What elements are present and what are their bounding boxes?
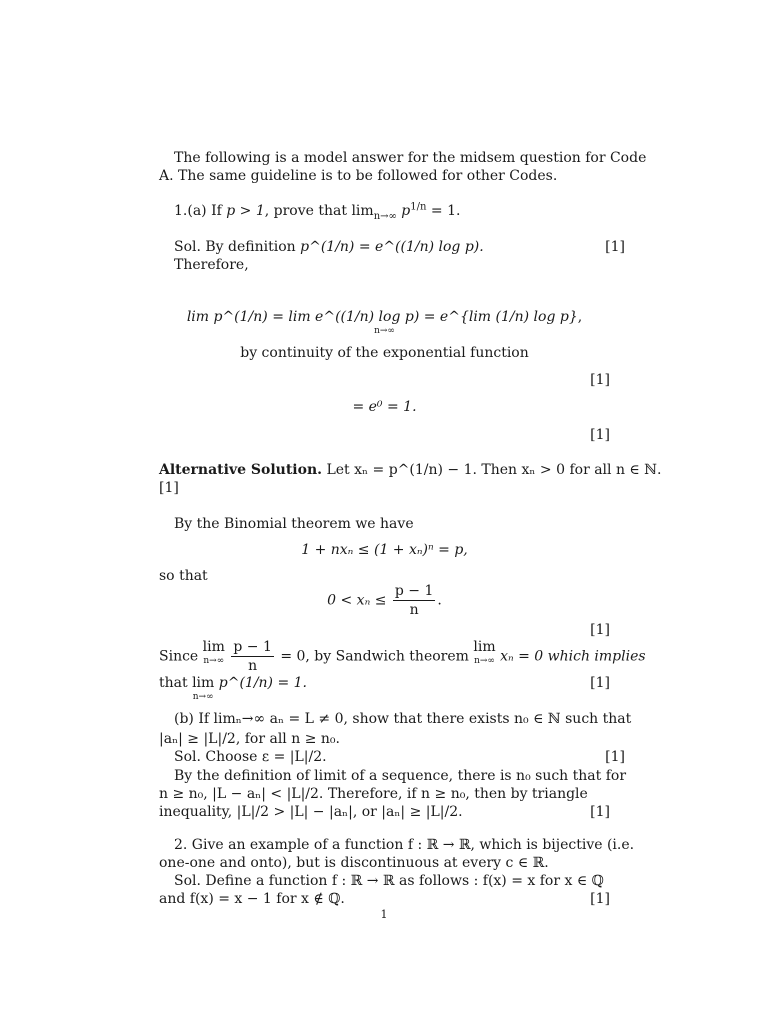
mark: [1] bbox=[590, 675, 610, 691]
mark: [1] bbox=[605, 749, 625, 765]
mark: [1] bbox=[605, 239, 625, 255]
question-2-line-4: and f(x) = x − 1 for x ∉ ℚ. [1] bbox=[159, 891, 610, 907]
limit: lim n→∞ bbox=[202, 639, 225, 666]
question-2-line-2: one-one and onto), but is discontinuous at every c ∈ ℝ. bbox=[159, 855, 549, 871]
continuity-note: by continuity of the exponential function bbox=[240, 345, 529, 361]
display-equation-2: = e⁰ = 1. bbox=[352, 399, 417, 415]
limit: lim n→∞ bbox=[473, 639, 496, 666]
display-equation-1: lim p^(1/n) = lim e^((1/n) log p) = e^{lim (1/n) log p}, bbox=[186, 309, 583, 325]
sandwich-line-1: Since lim n→∞ $\frac{p - 1}{n}$ = 0, by Sandwich theorem lim n→∞ xₙ = 0 which implies bbox=[159, 639, 646, 674]
fraction: $\frac{p - 1}{n}$ bbox=[233, 639, 272, 674]
intro-line-1: The following is a model answer for the midsem question for Code bbox=[174, 150, 647, 166]
question-1b-line-1: (b) If limₙ→∞ aₙ = L ≠ 0, show that there exists n₀ ∈ ℕ such that bbox=[174, 711, 632, 727]
display-equation-1-subscript: n→∞ bbox=[374, 326, 395, 336]
limit: lim n→∞ bbox=[192, 675, 215, 702]
fraction: $\frac{p - 1}{n}$ bbox=[394, 583, 434, 618]
question-1b-line-5: n ≥ n₀, |L − aₙ| < |L|/2. Therefore, if n ≥ n₀, then by triangle bbox=[159, 786, 588, 802]
solution-1-line-2: Therefore, bbox=[174, 257, 249, 273]
solution-1-line-1: Sol. By definition p^(1/n) = e^((1/n) log p). [1] bbox=[174, 239, 625, 255]
question-2-line-1: 2. Give an example of a function f : ℝ → ℝ, which is bijective (i.e. bbox=[174, 837, 635, 853]
question-2-line-3: Sol. Define a function f : ℝ → ℝ as follows : f(x) = x for x ∈ ℚ bbox=[174, 873, 604, 889]
question-1b-line-4: By the definition of limit of a sequence, there is n₀ such that for bbox=[174, 768, 627, 784]
question-1b-line-6: inequality, |L|/2 > |L| − |aₙ|, or |aₙ| ≥ |L|/2. [1] bbox=[159, 804, 610, 820]
intro-line-2: A. The same guideline is to be followed for other Codes. bbox=[159, 168, 558, 184]
binomial-intro: By the Binomial theorem we have bbox=[174, 516, 414, 532]
so-that: so that bbox=[159, 568, 208, 584]
binomial-inequality: 0 < xₙ ≤ $\frac{p - 1}{n}$ . bbox=[327, 583, 442, 618]
mark: [1] bbox=[590, 891, 610, 907]
sandwich-line-2: that lim n→∞ p^(1/n) = 1. [1] bbox=[159, 675, 610, 702]
question-1b-line-3: Sol. Choose ε = |L|/2. [1] bbox=[174, 749, 625, 765]
page-number: 1 bbox=[380, 908, 388, 921]
question-1a: 1.(a) If p > 1, prove that $\lim_{n\to\infty} p^{1/n} = 1$. bbox=[174, 201, 461, 222]
binomial-equation: 1 + nxₙ ≤ (1 + xₙ)ⁿ = p, bbox=[301, 542, 468, 558]
question-1b-line-2: |aₙ| ≥ |L|/2, for all n ≥ n₀. bbox=[159, 731, 340, 747]
alternative-solution: Alternative Solution. Let xₙ = p^(1/n) − 1. Then xₙ > 0 for all n ∈ ℕ. bbox=[159, 462, 662, 478]
mark: [1] bbox=[590, 622, 610, 638]
condition: p > 1 bbox=[226, 203, 265, 219]
mark: [1] bbox=[590, 804, 610, 820]
mark: [1] bbox=[590, 427, 610, 443]
alternative-mark: [1] bbox=[159, 480, 179, 496]
mark: [1] bbox=[590, 372, 610, 388]
alternative-heading: Alternative Solution. bbox=[159, 462, 323, 478]
